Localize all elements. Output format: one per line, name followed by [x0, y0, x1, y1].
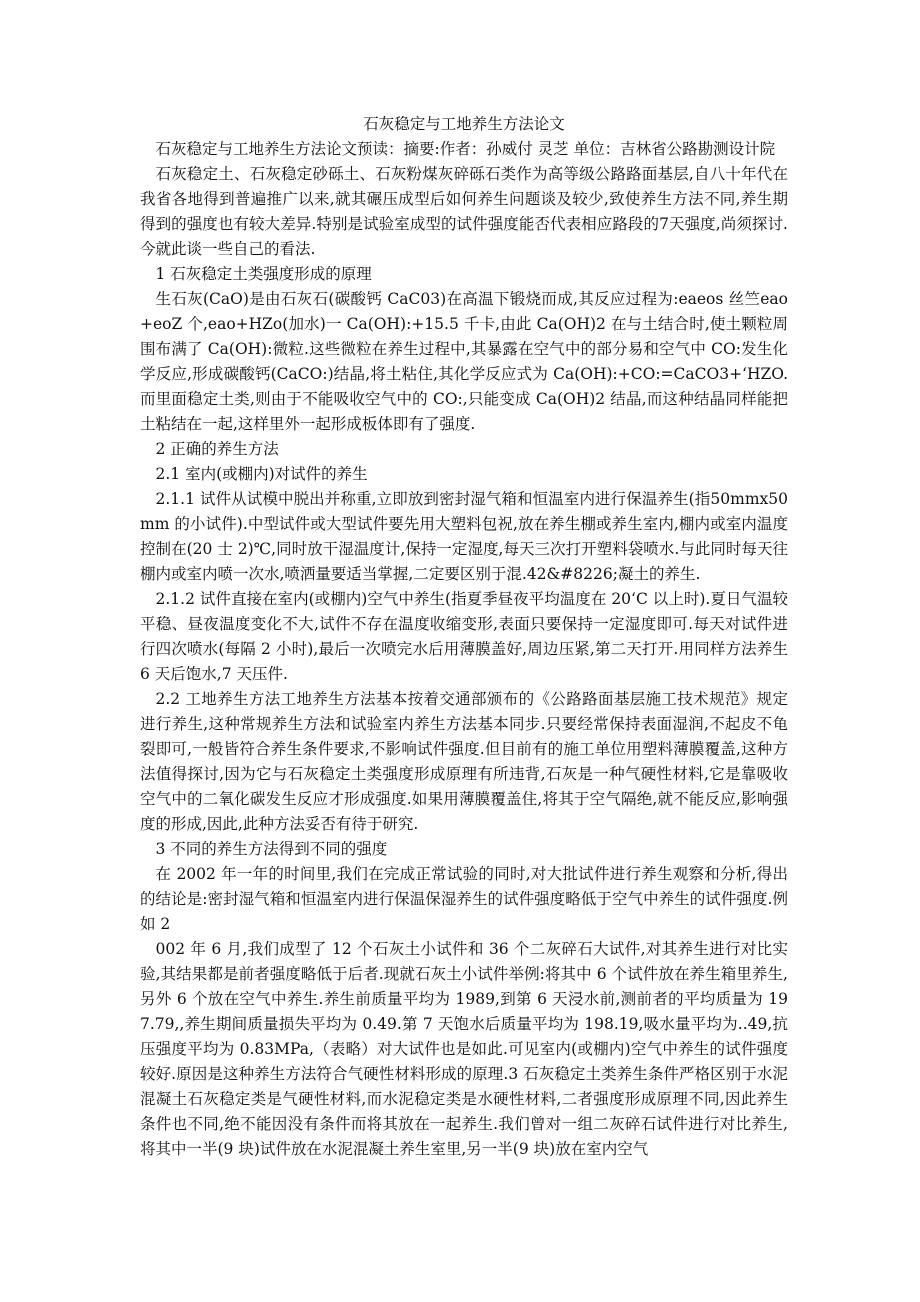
document-title: 石灰稳定与工地养生方法论文	[363, 115, 565, 133]
paragraph-intro: 石灰稳定土、石灰稳定砂砾土、石灰粉煤灰碎砾石类作为高等级公路路面基层,自八十年代在我省各地得到普遍推广以来,就其碾压成型后如何养生问题谈及较少,致使养生方法不同,养生期得到的强度也有较大差异.特别是试验室成型的试件强度能否代表相应路段的7天强度,尚须探讨.今就此谈一些自己的看法.	[140, 165, 788, 258]
paragraph-experiment: 002 年 6 月,我们成型了 12 个石灰土小试件和 36 个二灰碎石大试件,对其养生进行对比实验,其结果都是前者强度略低于后者.现就石灰土小试件举例:将其中 6 个试件放在养生箱里养生,另外 6 个放在空气中养生.养生前质量平均为 1989,到第 6 天浸水前,测前者的平均质量为 197.79,,养生期间质量损失平均为 0.49.第 7 天饱水后质量平均为 198.19,吸水量平均为..49,抗压强度平均为 0.83MPa,（表略）对大试件也是如此.可见室内(或棚内)空气中养生的试件强度较好.原因是这种养生方法符合气硬性材料形成的原理.3 石灰稳定土类养生条件严格区别于水泥混凝土石灰稳定类是气硬性材料,而水泥稳定类是水硬性材料,二者强度形成原理不同,因此养生条件也不同,绝不能因没有条件而将其放在一起养生.我们曾对一组二灰碎石试件进行对比养生,将其中一半(9 块)试件放在水泥混凝土养生室里,另一半(9 块)放在室内空气	[140, 940, 788, 1158]
section-heading-2: 2 正确的养生方法	[155, 440, 279, 458]
paragraph-2-1-2: 2.1.2 试件直接在室内(或棚内)空气中养生(指夏季昼夜平均温度在 20‘C 以上时).夏日气温较平稳、昼夜温度变化不大,试件不存在温度收缩变形,表面只要保持一定湿度即可.每天对试件进行四次喷水(每隔 2 小时),最后一次喷完水后用薄膜盖好,周边压紧,第二天打开.用同样方法养生 6 天后饱水,7 天压件.	[140, 590, 788, 683]
paragraph-2-2: 2.2 工地养生方法工地养生方法基本按着交通部颁布的《公路路面基层施工技术规范》规定进行养生,这种常规养生方法和试验室内养生方法基本同步.只要经常保持表面湿润,不起皮不龟裂即可,一般皆符合养生条件要求,不影响试件强度.但目前有的施工单位用塑料薄膜覆盖,这种方法值得探讨,因为它与石灰稳定土类强度形成原理有所违背,石灰是一种气硬性材料,它是靠吸收空气中的二氧化碳发生反应才形成强度.如果用薄膜覆盖住,将其于空气隔绝,就不能反应,影响强度的形成,因此,此种方法妥否有待于研究.	[140, 690, 788, 833]
paragraph-2002: 在 2002 年一年的时间里,我们在完成正常试验的同时,对大批试件进行养生观察和分析,得出的结论是:密封湿气箱和恒温室内进行保温保湿养生的试件强度略低于空气中养生的试件强度.例如 2	[140, 865, 788, 933]
section-heading-3: 3 不同的养生方法得到不同的强度	[155, 840, 388, 858]
section-heading-1: 1 石灰稳定土类强度形成的原理	[155, 265, 372, 283]
document-page	[140, 112, 788, 1162]
paragraph-2-1-1: 2.1.1 试件从试模中脱出并称重,立即放到密封湿气箱和恒温室内进行保温养生(指50mmx50mm 的小试件).中型试件或大型试件要先用大塑料包祝,放在养生棚或养生室内,棚内或室内温度控制在(20 士 2)℃,同时放干湿温度计,保持一定湿度,每天三次打开塑料袋喷水.与此同时每天往棚内或室内喷一次水,喷洒量要适当掌握,二定要区别于混.42&#8226;凝土的养生.	[140, 490, 788, 583]
subsection-heading-2-1: 2.1 室内(或棚内)对试件的养生	[155, 465, 368, 483]
paragraph-preview: 石灰稳定与工地养生方法论文预读：摘要:作者：孙威付 灵芝 单位：吉林省公路勘测设计院	[155, 140, 776, 158]
paragraph-principle: 生石灰(CaO)是由石灰石(碳酸钙 CaC03)在高温下锻烧而成,其反应过程为:eaeos 丝竺eao+eoZ 个,eao+HZo(加水)一 Ca(OH):+15.5 千卡,由此 Ca(OH)2 在与土结合时,使土颗粒周围布满了 Ca(OH):微粒.这些微粒在养生过程中,其暴露在空气中的部分易和空气中 CO:发生化学反应,形成碳酸钙(CaCO:)结晶,将土粘住,其化学反应式为 Ca(OH):+CO:=CaCO3+‘HZO.而里面稳定土类,则由于不能吸收空气中的 CO:,只能变成 Ca(OH)2 结晶,而这种结晶同样能把土粘结在一起,这样里外一起形成板体即有了强度.	[140, 290, 788, 433]
